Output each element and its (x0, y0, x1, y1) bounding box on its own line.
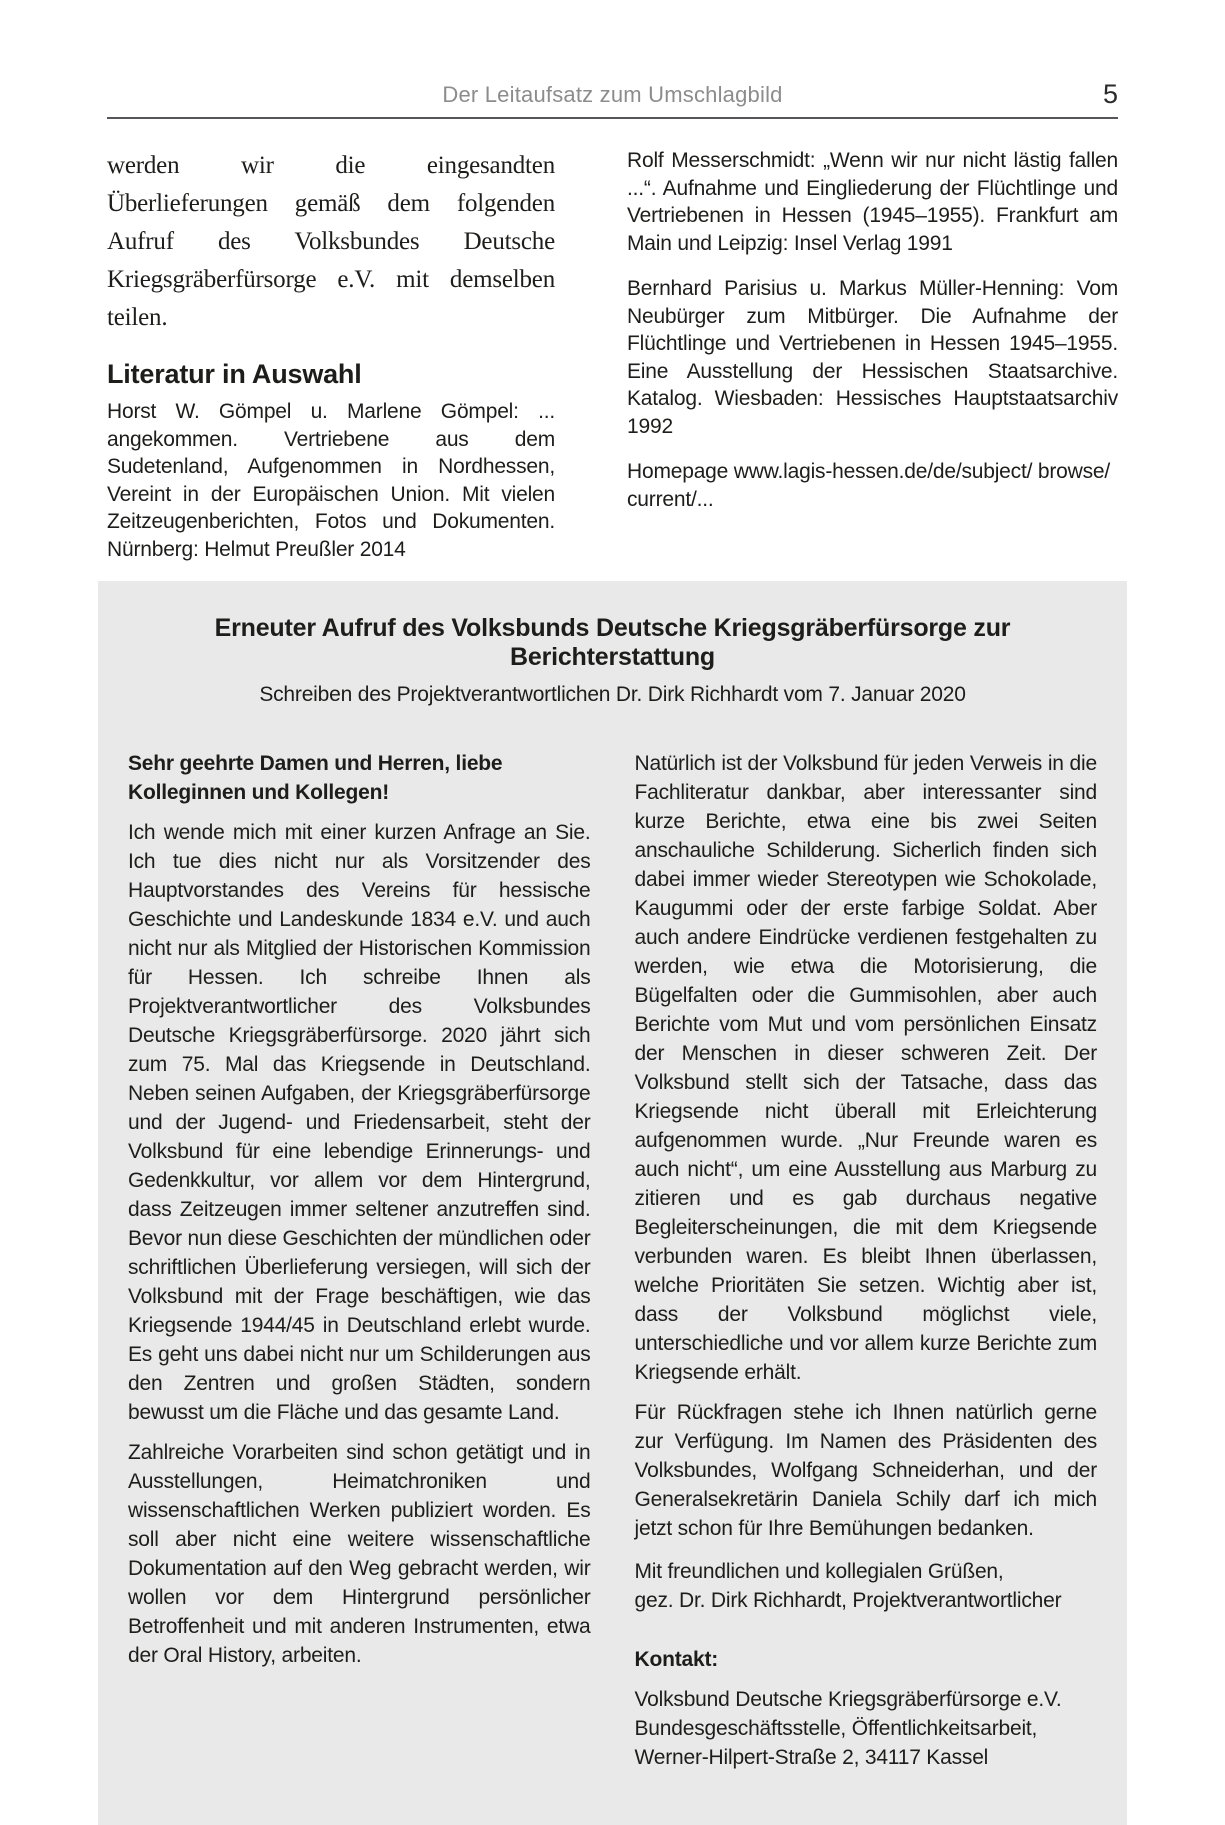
closing-block (635, 1557, 1098, 1615)
running-title: Der Leitaufsatz zum Umschlagbild (442, 82, 783, 107)
page-number: 5 (1102, 79, 1118, 109)
contact-line: Bundesgeschäftsstelle, Öffentlichkeitsarbeit, (634, 1717, 1038, 1740)
literature-heading: Literatur in Auswahl (107, 359, 362, 389)
body-paragraph: Natürlich ist der Volksbund für jeden Verweis in die Fachliteratur dankbar, aber interessanter sind kurze Berichte, etwa eine bis zwei Seiten anschauliche Schilderung. Sicherlich finden sich dabei immer wieder Stereotypen wie Schokolade, Kaugummi oder der erste farbige Soldat. Aber auch andere Eindrücke verdienen festgehalten zu werden, wie etwa die Motorisierung, die Bügelfalten oder die Gummisohlen, aber auch Berichte vom Mut und vom persönlichen Einsatz der Menschen in dieser schweren Zeit. Der Volksbund stellt sich der Tatsache, dass das Kriegsende nicht überall mit Erleichterung aufgenommen wurde. „Nur Freunde waren es auch nicht“, um eine Ausstellung aus Marburg zu zitieren und es gab durchaus negative Begleiterscheinungen, die mit dem Kriegsende verbunden waren. Es bleibt Ihnen überlassen, welche Prioritäten Sie setzen. Wichtig aber ist, dass der Volksbund möglichst viele, unterschiedliche und vor allem kurze Berichte zum Kriegsende erhält. (634, 752, 1097, 1384)
salutation: Sehr geehrte Damen und Herren, liebe Kolleginnen und Kollegen! (128, 752, 503, 804)
signature-line: gez. Dr. Dirk Richhardt, Projektverantwortlicher (634, 1589, 1062, 1612)
top-left-column (107, 141, 555, 581)
box-right-column (635, 749, 1098, 1783)
announcement-box (98, 581, 1127, 1825)
literature-entry: Homepage www.lagis-hessen.de/de/subject/ browse/ current/... (627, 460, 1110, 511)
top-right-column (627, 141, 1118, 531)
contact-block (635, 1685, 1098, 1772)
body-paragraph: Zahlreiche Vorarbeiten sind schon getätigt und in Ausstellungen, Heimatchroniken und wissenschaftlichen Werken publiziert worden. Es soll aber nicht eine weitere wissenschaftliche Dokumentation auf den Weg gebracht werden, wir wollen vor dem Hintergrund persönlicher Betroffenheit und mit anderen Instrumenten, etwa der Oral History, arbeiten. (128, 1441, 591, 1667)
header-rule (107, 117, 1118, 119)
contact-heading: Kontakt: (634, 1648, 719, 1671)
closing-line: Mit freundlichen und kollegialen Grüßen, (634, 1560, 1004, 1583)
box-title: Erneuter Aufruf des Volksbunds Deutsche Kriegsgräberfürsorge zur Berichterstattung (214, 614, 1011, 671)
literature-entry: Rolf Messerschmidt: „Wenn wir nur nicht lästig fallen ...“. Aufnahme und Eingliederung der Flüchtlinge und Vertriebenen in Hessen (1945–1955). Frankfurt am Main und Leipzig: Insel Verlag 1991 (627, 149, 1118, 255)
intro-paragraph: werden wir die eingesandten Überlieferungen gemäß dem folgenden Aufruf des Volksbundes Deutsche Kriegsgräberfürsorge e.V. mit demselben teilen. (107, 152, 555, 331)
literature-entry: Horst W. Gömpel u. Marlene Gömpel: ... angekommen. Vertriebene aus dem Sudetenland, Aufgenommen in Nordhessen, Vereint in der Europäischen Union. Mit vielen Zeitzeugenberichten, Fotos und Dokumenten. Nürnberg: Helmut Preußler 2014 (107, 400, 555, 561)
box-columns (128, 749, 1097, 1783)
top-section (107, 141, 1118, 581)
page-header (107, 0, 1118, 108)
body-paragraph: Für Rückfragen stehe ich Ihnen natürlich gerne zur Verfügung. Im Namen des Präsidenten des Volksbundes, Wolfgang Schneiderhan, und der Generalsekretärin Daniela Schily darf ich mich jetzt schon für Ihre Bemühungen bedanken. (634, 1401, 1097, 1540)
contact-line: Volksbund Deutsche Kriegsgräberfürsorge e.V. (634, 1688, 1062, 1711)
box-left-column (128, 749, 591, 1783)
body-paragraph: Ich wende mich mit einer kurzen Anfrage an Sie. Ich tue dies nicht nur als Vorsitzender des Hauptvorstandes des Vereins für hessische Geschichte und Landeskunde 1834 e.V. und auch nicht nur als Mitglied der Historischen Kommission für Hessen. Ich schreibe Ihnen als Projektverantwortlicher des Volksbundes Deutsche Kriegsgräberfürsorge. 2020 jährt sich zum 75. Mal das Kriegsende in Deutschland. Neben seinen Aufgaben, der Kriegsgräberfürsorge und der Jugend- und Friedensarbeit, steht der Volksbund für eine lebendige Erinnerungs- und Gedenkkultur, vor allem vor dem Hintergrund, dass Zeitzeugen immer seltener anzutreffen sind. Bevor nun diese Geschichten der mündlichen oder schriftlichen Überlieferung versiegen, will sich der Volksbund mit der Frage beschäftigen, wie das Kriegsende 1944/45 in Deutschland erlebt wurde. Es geht uns dabei nicht nur um Schilderungen aus den Zentren und großen Städten, sondern bewusst um die Fläche und das gesamte Land. (128, 821, 591, 1424)
box-subtitle: Schreiben des Projektverantwortlichen Dr. Dirk Richhardt vom 7. Januar 2020 (259, 683, 966, 706)
contact-line: Werner-Hilpert-Straße 2, 34117 Kassel (634, 1746, 989, 1769)
literature-entry: Bernhard Parisius u. Markus Müller-Henning: Vom Neubürger zum Mitbürger. Die Aufnahme der Flüchtlinge und Vertriebenen in Hessen 1945–1955. Eine Ausstellung der Hessischen Staatsarchive. Katalog. Wiesbaden: Hessisches Hauptstaatsarchiv 1992 (627, 277, 1118, 438)
